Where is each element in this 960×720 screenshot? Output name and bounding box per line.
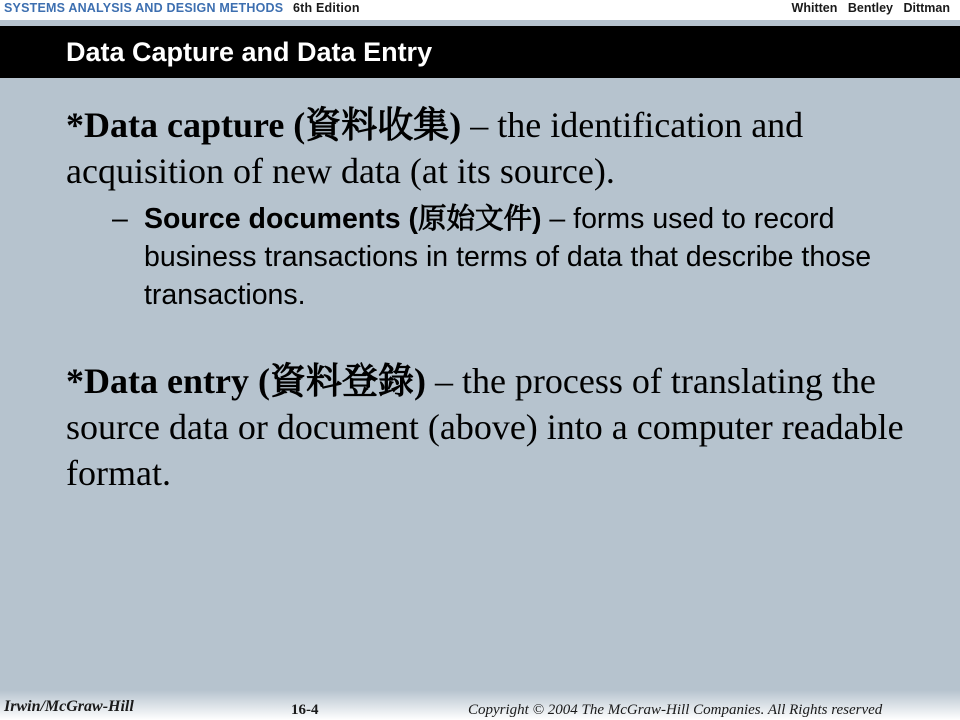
slide-title: Data Capture and Data Entry [66,37,433,67]
data-entry-term: *Data entry (資料登錄) [66,361,426,401]
edition-label: 6th Edition [292,1,360,15]
data-entry-definition: – the process of translating the source data or document (above) into a computer readable format. [66,361,904,493]
copyright: Copyright © 2004 The McGraw-Hill Companies. All Rights reserved [468,702,883,718]
source-documents-definition: – forms used to record business transactions in terms of data that describe those transactions. [144,203,872,311]
subbullet-source-documents [112,200,924,314]
bullet-data-capture [66,102,926,194]
authors: Whitten Bentley Dittman [791,1,950,15]
data-capture-term: *Data capture (資料收集) [66,105,462,145]
page-number: 16-4 [291,702,319,718]
source-documents-term: Source documents (原始文件) [144,203,542,235]
publisher: Irwin/McGraw-Hill [4,698,134,715]
course-info [4,1,360,15]
header-strip [0,0,960,20]
footer [0,690,960,720]
dash-marker: – [112,203,128,235]
title-bar [0,26,960,78]
bullet-data-entry [66,358,926,496]
data-capture-definition: – the identification and acquisition of new data (at its source). [66,105,804,191]
course-title: SYSTEMS ANALYSIS AND DESIGN METHODS [4,1,284,15]
slide-body [66,102,926,496]
